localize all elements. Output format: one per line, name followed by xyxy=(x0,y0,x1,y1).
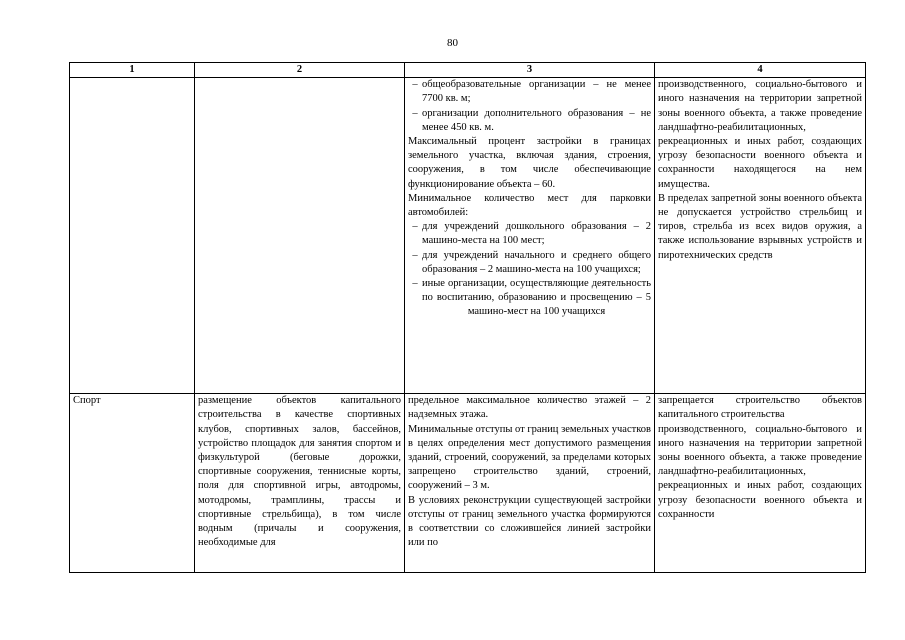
row1-description xyxy=(195,78,405,394)
parameter-paragraph: предельное максимальное количество этажей – 2 надземных этажа. xyxy=(408,395,651,421)
restriction-paragraph: производственного, социально-бытового и иного назначения на территории запретной зоны военного объекта, а также проведение ландшафтно-реабилитационных, рекреационных и иных работ, создающих угрозу безопасности военного объекта и сохранности находящегося на нем имущества. xyxy=(658,79,862,190)
table-row xyxy=(70,78,866,394)
row1-restrictions xyxy=(655,78,866,394)
header-col-2: 2 xyxy=(195,63,405,78)
restriction-paragraph: запрещается строительство объектов капитального строительства xyxy=(658,395,862,421)
list-item: – организации дополнительного образования – не менее 450 кв. м. xyxy=(412,107,651,133)
row2-parameters xyxy=(405,394,655,573)
list-item: – иные организации, осуществляющие деятельность по воспитанию, образованию и просвещению – 5 машино-мест на 100 учащихся xyxy=(412,278,651,318)
row1-parameters xyxy=(405,78,655,394)
table-header-row xyxy=(70,63,866,78)
page-number: 80 xyxy=(447,37,458,49)
header-col-3: 3 xyxy=(405,63,655,78)
max-percent-text: Максимальный процент застройки в границах земельного участка, включая здания, строения, сооружения, в том числе обеспечивающие функционирование объекта – 60. xyxy=(408,136,651,190)
row2-use-name: Спорт xyxy=(70,394,195,573)
parameter-paragraph: В условиях реконструкции существующей застройки отступы от границ земельного участка формируются в соответствии со сложившейся линией застройки или по xyxy=(408,494,651,549)
parking-title: Минимальное количество мест для парковки автомобилей: xyxy=(408,192,651,219)
restriction-paragraph: производственного, социально-бытового и иного назначения на территории запретной зоны военного объекта, а также проведение ландшафтно-реабилитационных, рекреационных и иных работ, создающих угрозу безопасности военного объекта и сохранности xyxy=(658,423,862,520)
header-col-4: 4 xyxy=(655,63,866,78)
row1-use-name xyxy=(70,78,195,394)
table-row xyxy=(70,394,866,573)
list-item: – общеобразовательные организации – не менее 7700 кв. м; xyxy=(412,79,651,105)
list-item: – для учреждений начального и среднего общего образования – 2 машино-места на 100 учащихся; xyxy=(412,249,651,275)
header-col-1: 1 xyxy=(70,63,195,78)
zoning-regulations-table xyxy=(69,62,866,573)
parameter-paragraph: Минимальные отступы от границ земельных участков в целях определения мест допустимого размещения зданий, строений, сооружений, за пределами которых запрещено строительство зданий, строений, сооружений – 3 м. xyxy=(408,423,651,492)
row2-description: размещение объектов капитального строительства в качестве спортивных клубов, спортивных залов, бассейнов, устройство площадок для занятия спортом и физкультурой (беговые дорожки, спортивные сооружения, теннисные корты, поля для спортивной игры, автодромы, мотодромы, трамплины, трассы и спортивные стрельбища), в том числе водным (причалы и сооружения, необходимые для xyxy=(195,394,405,573)
list-item: – для учреждений дошкольного образования – 2 машино-места на 100 мест; xyxy=(412,221,651,247)
row2-restrictions xyxy=(655,394,866,573)
restriction-paragraph: В пределах запретной зоны военного объекта не допускается устройство стрельбищ и тиров, стрельба из всех видов оружия, а также использование взрывных устройств и пиротехнических средств xyxy=(658,192,862,261)
